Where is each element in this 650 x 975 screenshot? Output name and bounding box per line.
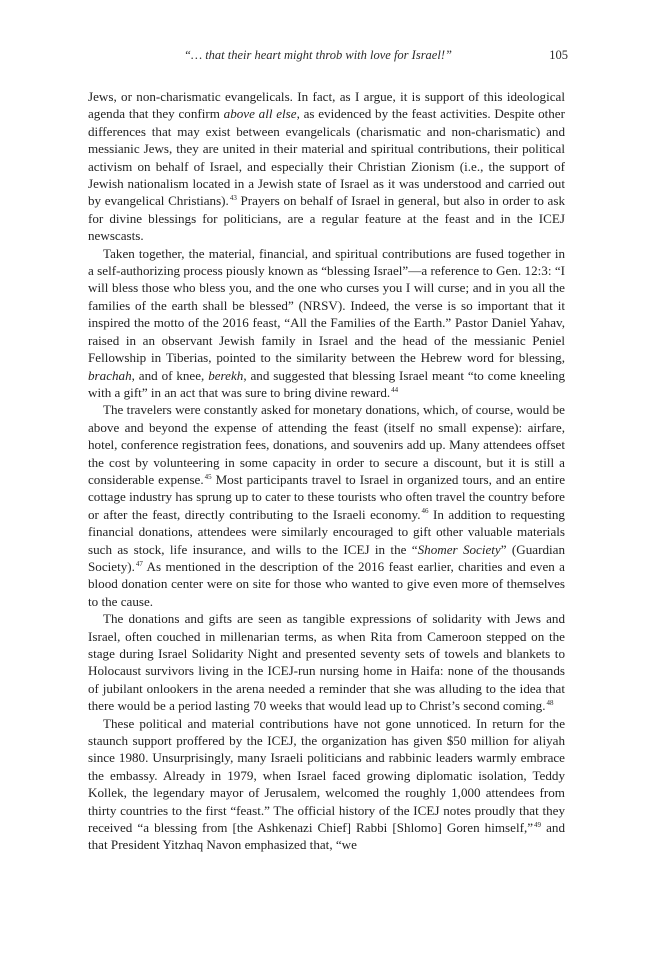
note-reference: 45 xyxy=(204,472,212,481)
note-reference: 43 xyxy=(229,194,237,203)
text-run: Most participants travel to Israel in organized tours, and an entire cottage industry has sprung up to cater to these tourists who often travel the country before or after the feast, directly contributing to the Israeli economy. xyxy=(88,471,566,522)
page-number: 105 xyxy=(549,48,568,62)
note-reference: 48 xyxy=(546,698,554,707)
paragraph-3 xyxy=(88,401,565,610)
text-run: , and of knee, xyxy=(131,367,209,383)
paragraph-1 xyxy=(88,88,565,245)
paragraph-5 xyxy=(88,715,565,854)
paragraph-2 xyxy=(88,245,565,402)
text-run: , as evidenced by the feast activities. Despite other differences that may exist between evangelicals (charismatic and non-charismatic) and messianic Jews, they are united in their material and spiritual contributions, their political activism on behalf of Israel, and especially their Christian Zionism (i.e., the support of Jewish nationalism located in a Jewish state of Israel as it was understood and carried out by evangelical Christians). xyxy=(88,106,565,209)
italic-text: above all else xyxy=(223,106,297,122)
text-run: and that President Yitzhaq Navon emphasized that, “we xyxy=(88,820,565,853)
note-reference: 46 xyxy=(421,507,429,516)
body-text xyxy=(88,88,565,854)
italic-text: berekh xyxy=(208,367,244,383)
running-title: “… that their heart might throb with love for Israel!” xyxy=(184,48,452,62)
running-head xyxy=(88,48,568,66)
text-run: These political and material contributions have not gone unnoticed. In return for the staunch support proffered by the ICEJ, the organization has given $50 million for aliyah since 1980. Unsurprisingly, many Israeli politicians and rabbinic leaders warmly embrace the embassy. Already in 1979, when Israel faced growing diplomatic isolation, Teddy Kollek, the legendary mayor of Jerusalem, welcomed the roughly 1,000 attendees from thirty countries to the first “feast.” The official history of the ICEJ notes proudly that they received “a blessing from [the Ashkenazi Chief] Rabbi [Shlomo] Goren himself,” xyxy=(88,715,565,836)
text-run: , and suggested that blessing Israel meant “to come kneeling with a gift” in an act that was sure to bring divine reward. xyxy=(88,367,566,400)
text-run: ” (Guardian Society). xyxy=(88,541,565,574)
text-run: Taken together, the material, financial, and spiritual contributions are fused together in a self-authorizing process piously known as “blessing Israel”—a reference to Gen. 12:3: “I will bless those who bless you, and the one who curses you I will curse; and in you all the families of the earth shall be blessed” (NRSV). Indeed, the verse is so important that it inspired the motto of the 2016 feast, “All the Families of the Earth.” Pastor Daniel Yahav, raised in an observant Jewish family in Israel and the head of the messianic Peniel Fellowship in Tiberias, pointed to the similarity between the Hebrew word for blessing, xyxy=(88,245,565,366)
note-reference: 47 xyxy=(135,559,143,568)
note-reference: 44 xyxy=(391,385,399,394)
note-reference: 49 xyxy=(534,820,542,829)
text-run: The donations and gifts are seen as tangible expressions of solidarity with Jews and Israel, often couched in millenarian terms, as when Rita from Cameroon stepped on the stage during Israel Solidarity Night and presented seventy sets of towels and blankets to Holocaust survivors living in the ICEJ-run nursing home in Haifa: none of the thousands of jubilant onlookers in the arena needed a reminder that she was alluding to the idea that there would be a period lasting 70 weeks that would lead up to Christ’s second coming. xyxy=(88,611,565,714)
italic-text: brachah xyxy=(88,367,132,383)
text-run: Prayers on behalf of Israel in general, but also in order to ask for divine blessings for politicians, are a regular feature at the feast and in the ICEJ newscasts. xyxy=(88,193,565,244)
text-run: In addition to requesting financial donations, attendees were similarly encouraged to gift other valuable materials such as stock, life insurance, and wills to the ICEJ in the “ xyxy=(88,506,565,557)
italic-text: Shomer Society xyxy=(417,541,501,557)
paragraph-4 xyxy=(88,610,565,714)
text-run: As mentioned in the description of the 2016 feast earlier, charities and even a blood donation center were on site for those who wanted to give even more of themselves to the cause. xyxy=(88,558,565,609)
text-run: The travelers were constantly asked for monetary donations, which, of course, would be above and beyond the expense of attending the feast (itself no small expense): airfare, hotel, conference registration fees, donations, and souvenirs add up. Many attendees offset the cost by volunteering in some capacity in order to secure a discount, but it is still a considerable expense. xyxy=(88,402,565,487)
text-run: Jews, or non-charismatic evangelicals. In fact, as I argue, it is support of this ideological agenda that they confirm xyxy=(88,89,565,122)
